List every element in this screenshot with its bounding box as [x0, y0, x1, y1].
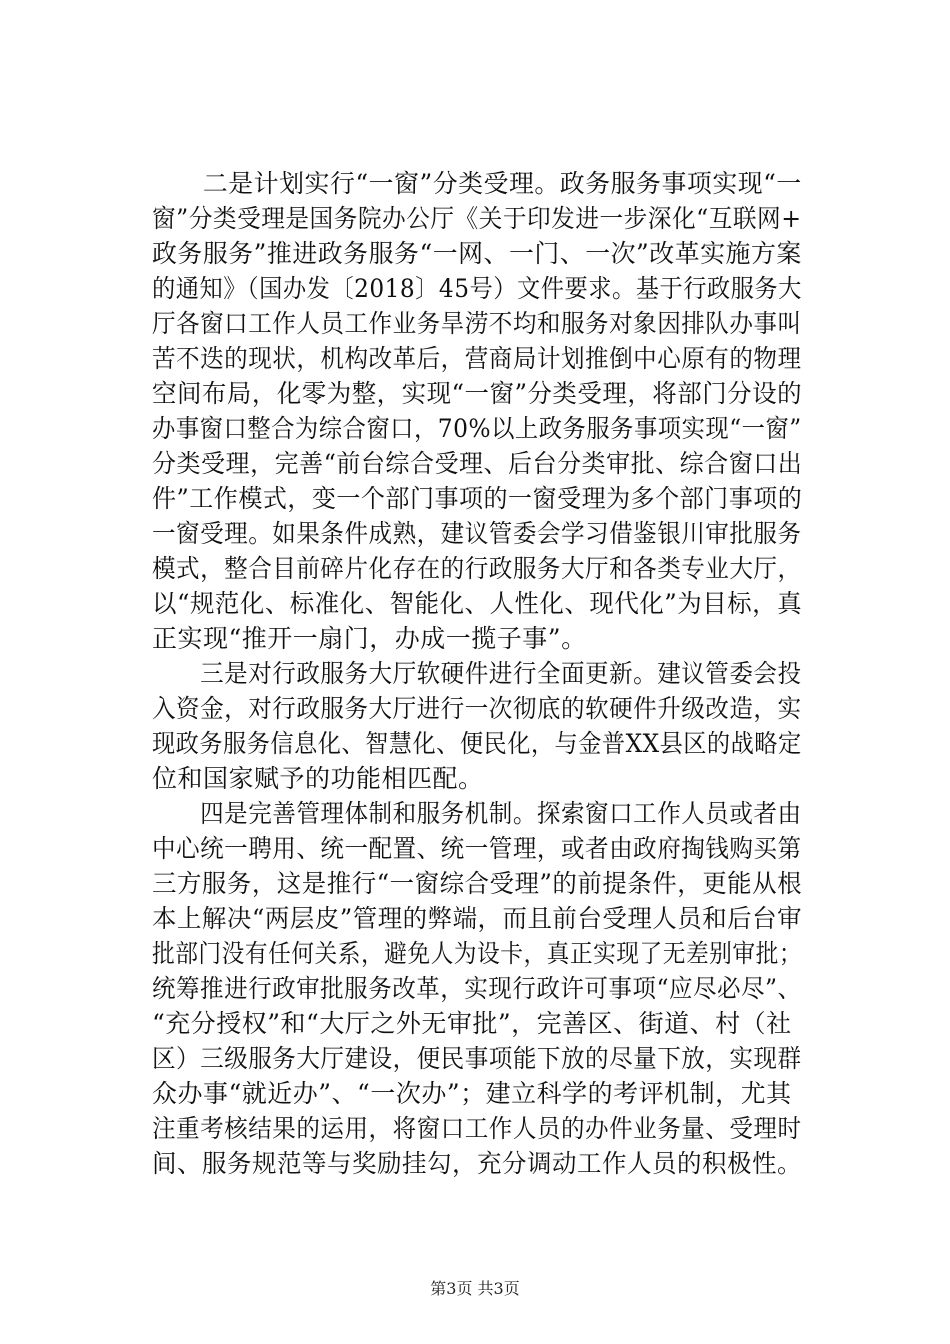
- text-line: 正实现“推开一扇门，办成一揽子事”。: [152, 624, 587, 653]
- text-line: 政务服务”推进政务服务“一网、一门、一次”改革实施方案: [152, 239, 802, 268]
- text-line: 区）三级服务大厅建设，便民事项能下放的尽量下放，实现群: [152, 1044, 802, 1073]
- text-line: 模式，整合目前碎片化存在的行政服务大厅和各类专业大厅，: [152, 554, 802, 583]
- text-line: 位和国家赋予的功能相匹配。: [152, 764, 484, 793]
- text-line: “充分授权”和“大厅之外无审批”，完善区、街道、村（社: [152, 1009, 792, 1038]
- text-line: 以“规范化、标准化、智能化、人性化、现代化”为目标，真: [152, 589, 803, 618]
- text-line: 现政务服务信息化、智慧化、便民化，与金普XX县区的战略定: [152, 729, 802, 758]
- text-line: 中心统一聘用、统一配置、统一管理，或者由政府掏钱购买第: [152, 834, 802, 863]
- text-line: 入资金，对行政服务大厅进行一次彻底的软硬件升级改造，实: [152, 694, 802, 723]
- text-line: 二是计划实行“一窗”分类受理。政务服务事项实现“一: [152, 169, 802, 198]
- text-line: 注重考核结果的运用，将窗口工作人员的办件业务量、受理时: [152, 1114, 802, 1143]
- text-line: 四是完善管理体制和服务机制。探索窗口工作人员或者由: [152, 799, 802, 828]
- text-line: 空间布局，化零为整，实现“一窗”分类受理，将部门分设的: [152, 379, 803, 408]
- text-line: 本上解决“两层皮”管理的弊端，而且前台受理人员和后台审: [152, 904, 803, 933]
- text-line: 批部门没有任何关系，避免人为设卡，真正实现了无差别审批；: [152, 939, 803, 968]
- text-line: 三是对行政服务大厅软硬件进行全面更新。建议管委会投: [152, 659, 802, 688]
- text-line: 一窗受理。如果条件成熟，建议管委会学习借鉴银川审批服务: [152, 519, 802, 548]
- text-line: 的通知》（国办发〔2018〕45号）文件要求。基于行政服务大: [152, 274, 802, 303]
- page-footer: 第3页 共3页: [430, 1279, 520, 1298]
- text-line: 办事窗口整合为综合窗口，70%以上政务服务事项实现“一窗”: [152, 414, 802, 443]
- text-line: 苦不迭的现状，机构改革后，营商局计划推倒中心原有的物理: [152, 344, 802, 373]
- text-line: 厅各窗口工作人员工作业务旱涝不均和服务对象因排队办事叫: [152, 309, 802, 338]
- text-line: 窗”分类受理是国务院办公厅《关于印发进一步深化“互联网+: [152, 204, 802, 233]
- text-line: 众办事“就近办”、“一次办”；建立科学的考评机制，尤其: [152, 1079, 792, 1108]
- text-line: 分类受理，完善“前台综合受理、后台分类审批、综合窗口出: [152, 449, 803, 478]
- text-line: 统筹推进行政审批服务改革，实现行政许可事项“应尽必尽”、: [152, 974, 802, 1003]
- text-line: 间、服务规范等与奖励挂勾，充分调动工作人员的积极性。: [152, 1149, 803, 1178]
- text-line: 三方服务，这是推行“一窗综合受理”的前提条件，更能从根: [152, 869, 803, 898]
- text-line: 件”工作模式，变一个部门事项的一窗受理为多个部门事项的: [152, 484, 803, 513]
